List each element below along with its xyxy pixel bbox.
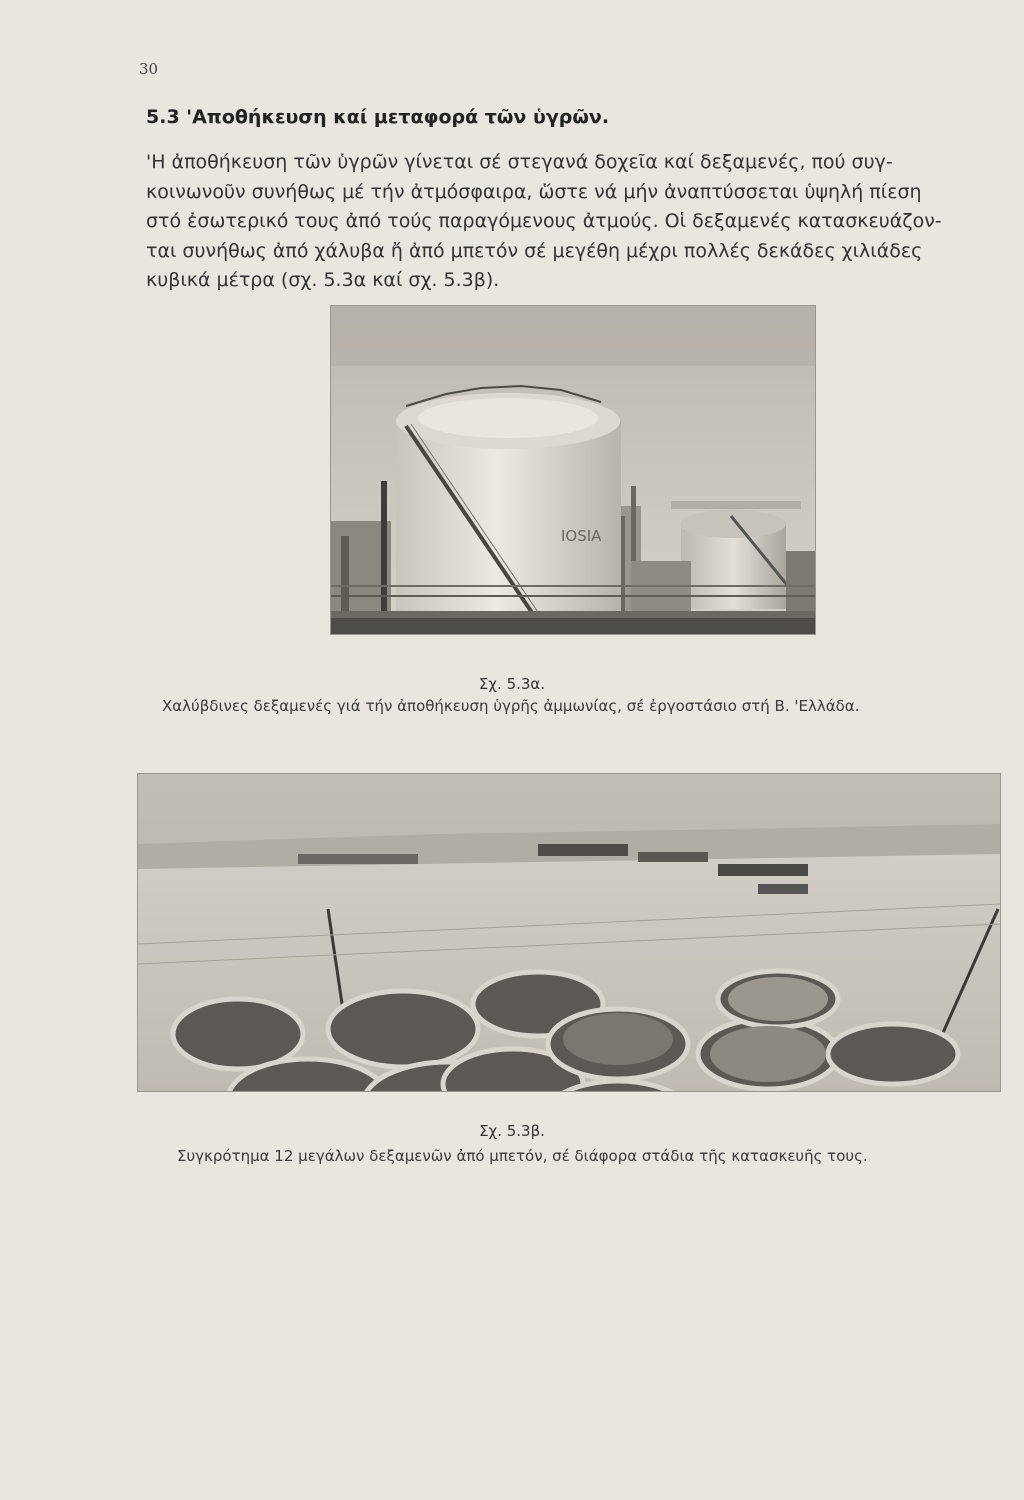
figure-caption: Συγκρότημα 12 μεγάλων δεξαμενῶν ἀπό μπετόν, σέ διάφορα στάδια τῆς κατασκευῆς τους. — [177, 1147, 868, 1165]
photo-concrete-tanks — [137, 773, 1001, 1092]
page-number: 30 — [139, 60, 159, 78]
figure-label: Σχ. 5.3β. — [479, 1122, 545, 1140]
paragraph-line: κυβικά μέτρα (σχ. 5.3α καί σχ. 5.3β). — [146, 269, 500, 291]
section-heading: 5.3 'Αποθήκευση καί μεταφορά τῶν ὑγρῶν. — [146, 106, 610, 128]
figure-label: Σχ. 5.3α. — [478, 675, 546, 693]
body-paragraph — [146, 148, 986, 296]
steel-tanks-illustration — [331, 306, 815, 634]
photo-steel-tanks — [330, 305, 816, 635]
figure-caption: Χαλύβδινες δεξαμενές γιά τήν ἀποθήκευση ὑγρῆς ἀμμωνίας, σέ ἐργοστάσιο στή Β. 'Ελλάδα. — [162, 697, 860, 715]
paragraph-line: 'Η ἀποθήκευση τῶν ὑγρῶν γίνεται σέ στεγανά δοχεῖα καί δεξαμενές, πού συγ- — [146, 151, 893, 173]
concrete-tanks-illustration — [138, 774, 1000, 1091]
paragraph-line: ται συνήθως ἀπό χάλυβα ἤ ἀπό μπετόν σέ μεγέθη μέχρι πολλές δεκάδες χιλιάδες — [146, 239, 923, 262]
paragraph-line: κοινωνοῦν συνήθως μέ τήν ἀτμόσφαιρα, ὥστε νά μήν ἀναπτύσσεται ὑψηλή πίεση — [146, 180, 922, 203]
paragraph-line: στό ἐσωτερικό τους ἀπό τούς παραγόμενους ἀτμούς. Οἱ δεξαμενές κατασκευάζον- — [146, 210, 942, 232]
tank-marking: IOSIA — [561, 527, 602, 545]
